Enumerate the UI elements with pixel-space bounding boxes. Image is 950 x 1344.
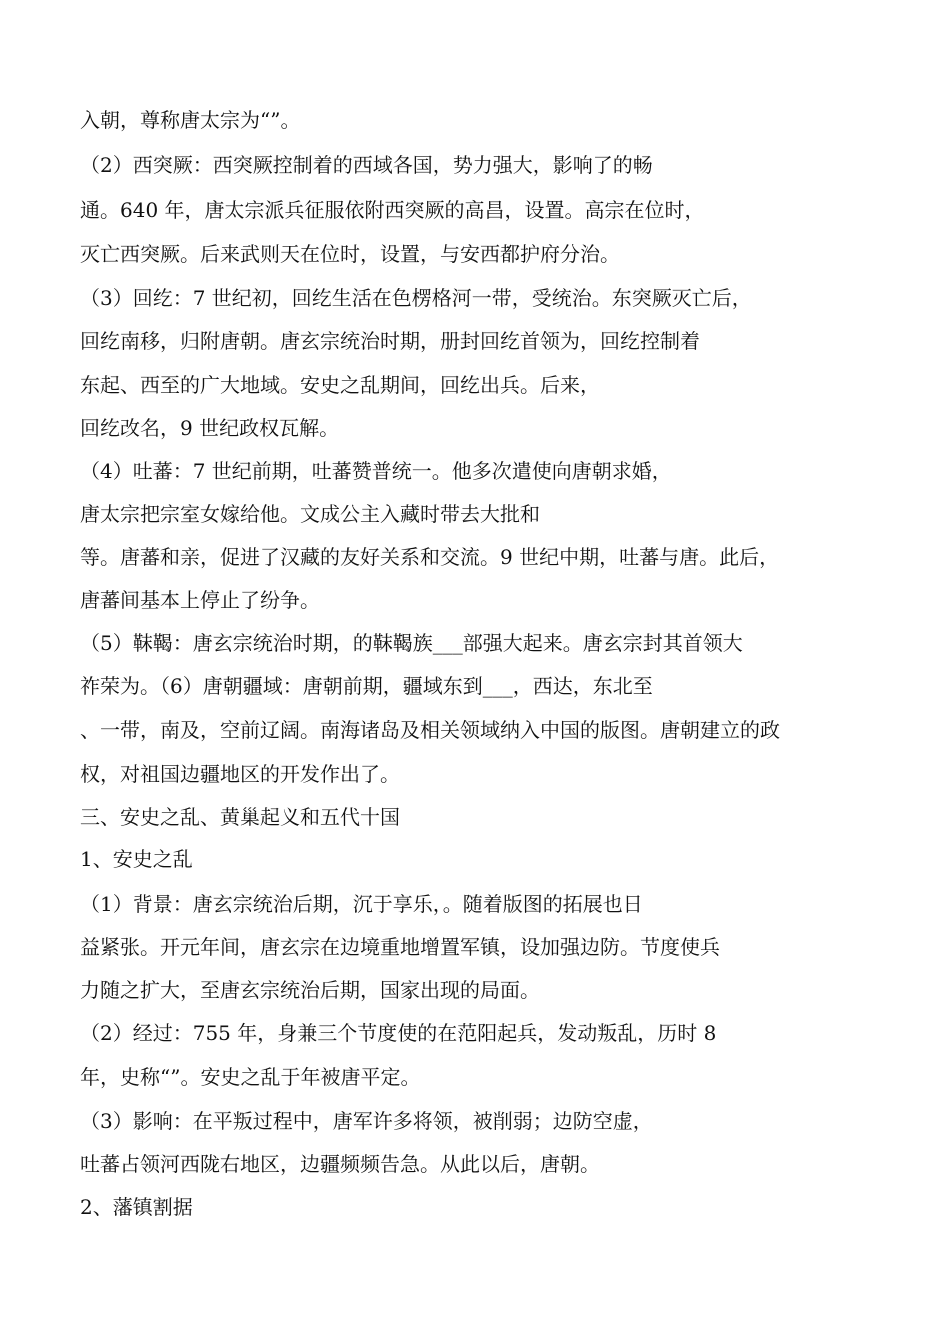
subsection-heading: 1、安史之乱 <box>80 847 193 871</box>
text-line: 唐蕃间基本上停止了纷争。 <box>80 588 320 612</box>
text-line: 吐蕃占领河西陇右地区，边疆频频告急。从此以后，唐朝。 <box>80 1152 600 1176</box>
text-line: 等。唐蕃和亲，促进了汉藏的友好关系和交流。9 世纪中期，吐蕃与唐。此后， <box>80 545 780 569</box>
text-line: （2）西突厥：西突厥控制着的西域各国，势力强大，影响了的畅 <box>80 153 653 177</box>
text-line: 灭亡西突厥。后来武则天在位时，设置，与安西都护府分治。 <box>80 242 620 266</box>
text-line: （3）影响：在平叛过程中，唐军许多将领，被削弱；边防空虚， <box>80 1109 653 1133</box>
text-line: 东起、西至的广大地域。安史之乱期间，回纥出兵。后来， <box>80 373 600 397</box>
text-line: （5）靺鞨：唐玄宗统治时期，的靺鞨族___部强大起来。唐玄宗封其首领大 <box>80 631 743 655</box>
text-line: 入朝，尊称唐太宗为“”。 <box>80 108 301 132</box>
text-line: 力随之扩大，至唐玄宗统治后期，国家出现的局面。 <box>80 978 540 1002</box>
text-line: 回纥南移，归附唐朝。唐玄宗统治时期，册封回纥首领为，回纥控制着 <box>80 329 700 353</box>
text-line: 年，史称“”。安史之乱于年被唐平定。 <box>80 1065 421 1089</box>
text-line: 回纥改名，9 世纪政权瓦解。 <box>80 416 340 440</box>
text-line: 、一带，南及，空前辽阔。南海诸岛及相关领域纳入中国的版图。唐朝建立的政 <box>80 718 780 742</box>
section-heading: 三、安史之乱、黄巢起义和五代十国 <box>80 805 400 829</box>
text-line: 益紧张。开元年间，唐玄宗在边境重地增置军镇，设加强边防。节度使兵 <box>80 935 720 959</box>
text-line: （2）经过：755 年，身兼三个节度使的在范阳起兵，发动叛乱，历时 8 <box>80 1021 717 1045</box>
text-line: 权，对祖国边疆地区的开发作出了。 <box>80 762 400 786</box>
text-line: 祚荣为。（6）唐朝疆域：唐朝前期，疆域东到___，西达，东北至 <box>80 674 653 698</box>
subsection-heading: 2、藩镇割据 <box>80 1195 193 1219</box>
text-line: （1）背景：唐玄宗统治后期，沉于享乐，。随着版图的拓展也日 <box>80 892 643 916</box>
text-line: （3）回纥：7 世纪初，回纥生活在色楞格河一带，受统治。东突厥灭亡后， <box>80 286 752 310</box>
text-line: 通。640 年，唐太宗派兵征服依附西突厥的高昌，设置。高宗在位时， <box>80 198 705 222</box>
text-line: （4）吐蕃：7 世纪前期，吐蕃赞普统一。他多次遣使向唐朝求婚， <box>80 459 672 483</box>
text-line: 唐太宗把宗室女嫁给他。文成公主入藏时带去大批和 <box>80 502 540 526</box>
